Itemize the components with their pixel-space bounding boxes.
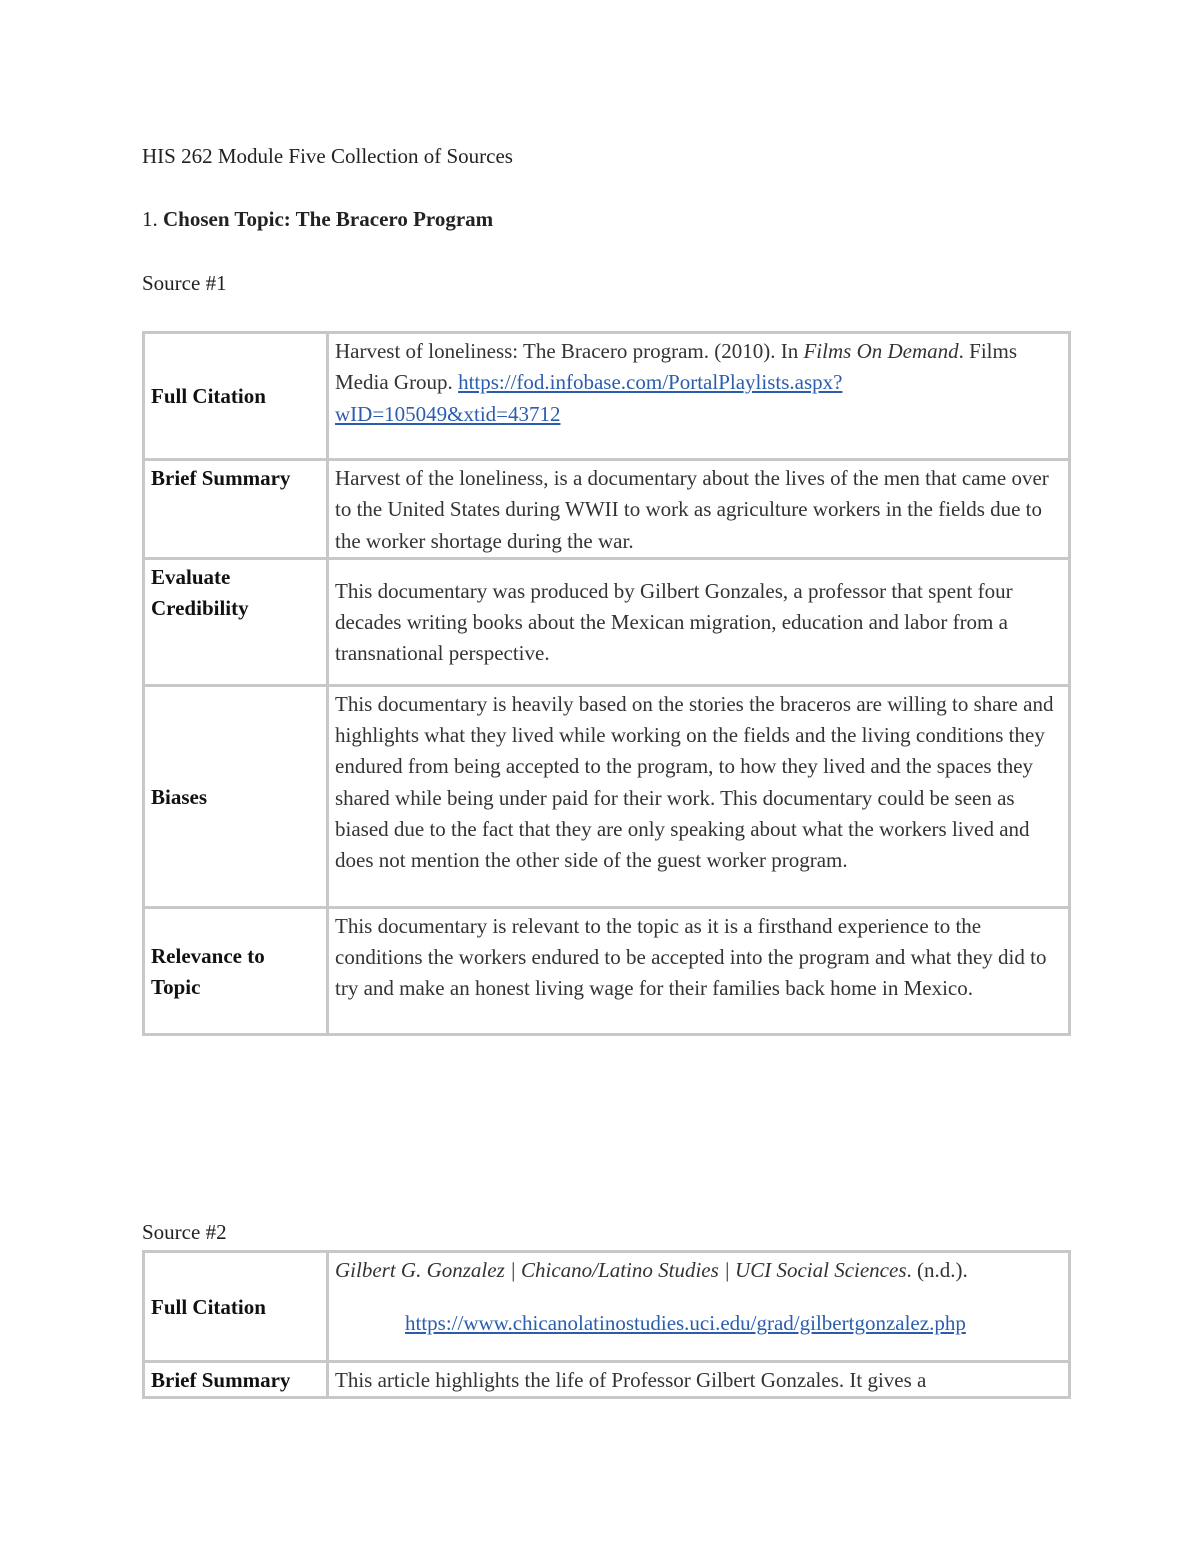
full-citation-cell — [328, 333, 1070, 460]
document-title: HIS 262 Module Five Collection of Sources — [142, 144, 513, 168]
source-1-label: Source #1 — [142, 271, 227, 295]
evaluate-credibility-label: Evaluate Credibility — [144, 558, 328, 685]
full-citation-label: Full Citation — [144, 333, 328, 460]
biases-label: Biases — [144, 685, 328, 907]
source-1-table — [142, 331, 1071, 1036]
table-row-brief-summary — [144, 1362, 1070, 1398]
table-row-evaluate-credibility — [144, 558, 1070, 685]
citation-link[interactable]: https://www.chicanolatinostudies.uci.edu/grad/gilbertgonzalez.php — [405, 1311, 966, 1336]
brief-summary-cell: This article highlights the life of Professor Gilbert Gonzales. It gives a — [328, 1362, 1070, 1398]
brief-summary-label: Brief Summary — [144, 1362, 328, 1398]
table-row-brief-summary — [144, 460, 1070, 559]
brief-summary-cell: Harvest of the loneliness, is a documentary about the lives of the men that came over to the United States during WWII to work as agriculture workers in the fields due to the worker shortage during the war. — [328, 460, 1070, 559]
table-row-relevance — [144, 907, 1070, 1034]
citation-italic: Films On Demand — [803, 339, 959, 363]
table-row-full-citation — [144, 1252, 1070, 1362]
citation-italic: Gilbert G. Gonzalez | Chicano/Latino Studies | UCI Social Sciences — [335, 1258, 907, 1282]
topic-number: 1. — [142, 207, 158, 231]
relevance-cell: This documentary is relevant to the topic as it is a firsthand experience to the conditions the workers endured to be accepted into the program and what they did to try and make an honest living wage for their families back home in Mexico. — [328, 907, 1070, 1034]
brief-summary-label: Brief Summary — [144, 460, 328, 559]
topic-label: Chosen Topic: The Bracero Program — [163, 207, 494, 231]
full-citation-cell — [328, 1252, 1070, 1362]
citation-text: Harvest of loneliness: The Bracero program. (2010). In — [335, 339, 804, 363]
full-citation-label: Full Citation — [144, 1252, 328, 1362]
relevance-label: Relevance to Topic — [144, 907, 328, 1034]
citation-text-after: . Films Media Group. — [335, 339, 1017, 395]
table-row-full-citation — [144, 333, 1070, 460]
source-2-table — [142, 1250, 1071, 1399]
biases-cell: This documentary is heavily based on the stories the braceros are willing to share and highlights what they lived while working on the fields and the living conditions they endured from being accepted to the program, to how they lived and the spaces they shared while being under paid for their work. This documentary could be seen as biased due to the fact that they are only speaking about what the workers lived and does not mention the other side of the guest worker program. — [328, 685, 1070, 907]
citation-text-after: . (n.d.). — [906, 1258, 968, 1282]
table-row-biases — [144, 685, 1070, 907]
citation-link[interactable]: https://fod.infobase.com/PortalPlaylists.aspx?wID=105049&xtid=43712 — [335, 370, 843, 426]
evaluate-credibility-cell: This documentary was produced by Gilbert Gonzales, a professor that spent four decades writing books about the Mexican migration, education and labor from a transnational perspective. — [328, 558, 1070, 685]
chosen-topic-line — [142, 205, 493, 233]
source-2-label: Source #2 — [142, 1220, 227, 1244]
